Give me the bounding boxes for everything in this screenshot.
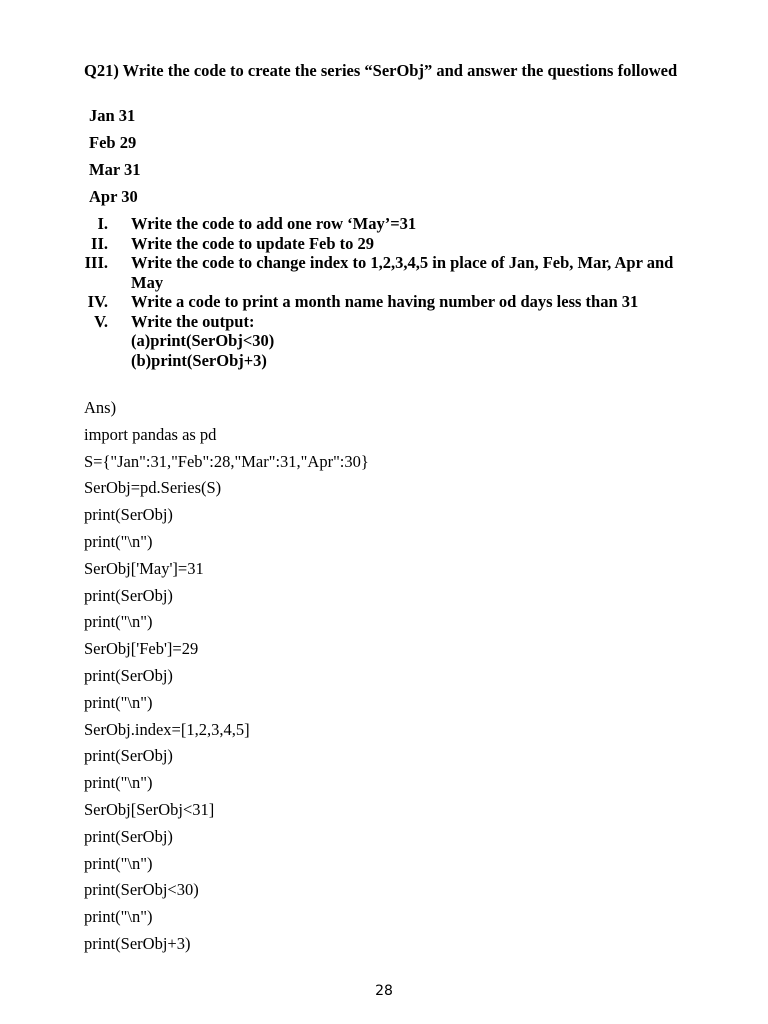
series-list (89, 105, 140, 213)
code-line: SerObj[SerObj<31] (84, 799, 215, 819)
code-line: SerObj['Feb']=29 (84, 639, 199, 659)
code-line: print("\n") (84, 531, 153, 551)
sub-question-number: I. (97, 214, 108, 233)
series-item-jan: Jan 31 (89, 106, 136, 125)
code-line: SerObj['May']=31 (84, 558, 204, 578)
code-line: print(SerObj) (84, 585, 173, 605)
code-line: print(SerObj) (84, 505, 173, 525)
sub-question-number: V. (94, 311, 108, 331)
code-line: SerObj=pd.Series(S) (84, 478, 222, 498)
sub-question-text: Write the output: (131, 311, 255, 331)
sub-question-list (70, 214, 680, 370)
sub-question-text: Write the code to add one row ‘May’=31 (131, 214, 417, 233)
code-line: print(SerObj) (84, 665, 173, 685)
sub-question-4 (70, 292, 680, 312)
answer-block (84, 398, 369, 961)
sub-question-2 (70, 234, 680, 254)
sub-question-5 (70, 312, 680, 371)
question-heading: Q21) Write the code to create the series “SerObj” and answer the questions followed (84, 61, 678, 80)
sub-question-1 (70, 214, 680, 234)
sub-question-text: Write the code to update Feb to 29 (131, 233, 375, 253)
answer-label: Ans) (84, 398, 117, 417)
sub-question-text: Write a code to print a month name having number od days less than 31 (131, 292, 639, 311)
code-line: SerObj.index=[1,2,3,4,5] (84, 719, 250, 739)
code-line: S={"Jan":31,"Feb":28,"Mar":31,"Apr":30} (84, 451, 369, 471)
code-line: print("\n") (84, 853, 153, 873)
sub-question-part-a: (a)print(SerObj<30) (131, 331, 275, 350)
code-line: print("\n") (84, 692, 153, 712)
sub-question-3 (70, 253, 680, 292)
sub-question-number: II. (91, 233, 108, 253)
sub-question-number: IV. (87, 292, 108, 311)
code-line: print(SerObj+3) (84, 933, 191, 953)
code-line: print(SerObj<30) (84, 880, 199, 900)
sub-question-text: Write the code to change index to 1,2,3,4,5 in place of Jan, Feb, Mar, Apr and May (131, 253, 674, 292)
sub-question-part-b: (b)print(SerObj+3) (131, 350, 267, 370)
code-line: print("\n") (84, 773, 153, 793)
series-item-mar: Mar 31 (89, 160, 141, 179)
series-item-apr: Apr 30 (89, 187, 138, 206)
code-line: print(SerObj) (84, 826, 173, 846)
page-number: 28 (375, 983, 393, 999)
sub-question-number: III. (84, 253, 108, 272)
code-line: print(SerObj) (84, 746, 173, 766)
code-line: print("\n") (84, 612, 153, 632)
code-line: print("\n") (84, 907, 153, 927)
code-line: import pandas as pd (84, 424, 217, 444)
series-item-feb: Feb 29 (89, 133, 137, 152)
